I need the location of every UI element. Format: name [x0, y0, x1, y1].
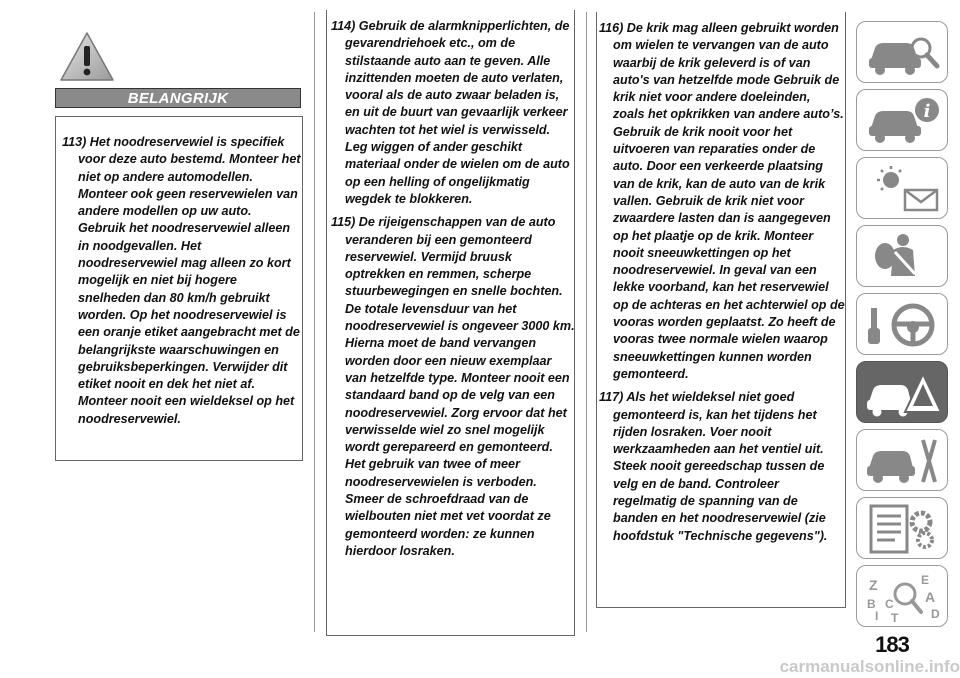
- warning-light-message-icon: [865, 164, 941, 214]
- car-info-icon: [865, 96, 941, 146]
- key-steering-wheel-icon: [865, 300, 941, 350]
- note-number: 115): [331, 215, 356, 230]
- index-letter: I: [875, 609, 879, 622]
- tab-safety[interactable]: [856, 225, 948, 287]
- watermark: carmanualsonline.info: [779, 657, 960, 676]
- car-tools-icon: [865, 436, 941, 486]
- column-divider: [586, 12, 587, 632]
- tab-technical-data[interactable]: [856, 497, 948, 559]
- note-117: [599, 389, 845, 545]
- warning-heading: BELANGRIJK: [55, 88, 301, 108]
- note-116: [599, 20, 845, 383]
- note-number: 114): [331, 19, 356, 33]
- svg-text:i: i: [923, 101, 931, 122]
- car-search-icon: [865, 28, 941, 78]
- index-letter: C: [885, 597, 894, 611]
- tab-emergency[interactable]: [856, 361, 948, 423]
- index-letter: D: [931, 607, 940, 621]
- checklist-gear-icon: [865, 504, 941, 554]
- tab-car-info[interactable]: [856, 89, 948, 151]
- note-number: 113): [62, 135, 87, 149]
- car-breakdown-warning-icon: [865, 368, 941, 418]
- note-text: Als het wieldeksel niet goed gemonteerd is, kan het tijdens het rijden losraken. Voer nooit werkzaamheden aan het ventiel uit. Steek nooit gereedschap tussen de velg en de band. Controleer regelmatig de spanning van de banden en het noodreservewiel (zie hoofdstuk "Technische gegevens").: [613, 390, 828, 543]
- note-114: [331, 18, 575, 208]
- index-letter: A: [925, 589, 936, 605]
- note-113: [60, 134, 302, 428]
- note-text: Gebruik de alarmknipperlichten, de gevarendriehoek etc., om de stilstaande auto aan te geven. Alle inzittenden moeten de auto verlaten, vooral als de auto zwaar beladen is, en uit de buurt van gevaarlijk verkeer wachten tot het wiel is verwisseld. Leg wiggen of ander geschikt materiaal onder de wielen om de auto op een helling of ongelijkmatig wegdek te blokkeren.: [345, 19, 570, 206]
- tab-index[interactable]: [856, 565, 948, 627]
- index-letter: Z: [869, 577, 878, 593]
- warning-triangle-icon: [58, 30, 116, 84]
- note-text: De rijeigenschappen van de auto veranderen bij een gemonteerd reservewiel. Vermijd bruusk optrekken en remmen, scherpe stuurbewegingen en snelle bochten. De totale levensduur van het noodreservewiel is ongeveer 3000 km. Hierna moet de band vervangen worden door een nieuw exemplaar van hetzelfde type. Monteer nooit een standaard band op de velg van een noodreservewiel. Zorg ervoor dat het verwisselde wiel zo snel mogelijk wordt gerepareerd en gemonteerd. Het gebruik van twee of meer noodreservewielen is verboden. Smeer de schroefdraad van de wielbouten niet met vet voordat ze gemonteerd worden: ze kunnen hierdoor losraken.: [345, 215, 575, 558]
- note-number: 116): [599, 21, 624, 35]
- alphabetical-index-icon: [865, 572, 941, 622]
- tab-maintenance[interactable]: [856, 429, 948, 491]
- tab-starting-driving[interactable]: [856, 293, 948, 355]
- warning-box-right: [596, 12, 846, 608]
- index-letter: E: [921, 573, 930, 587]
- tab-warning-lights[interactable]: [856, 157, 948, 219]
- warning-box-left: [55, 116, 303, 461]
- index-letter: T: [891, 611, 899, 622]
- airbag-seatbelt-icon: [865, 232, 941, 282]
- page-number: 183: [875, 632, 909, 657]
- note-text: De krik mag alleen gebruikt worden om wielen te vervangen van de auto waarbij de krik geleverd is of van auto's van hetzelfde mode Gebruik de krik niet voor andere doeleinden, zoals het opkrikken van andere auto’s. Gebruik de krik nooit voor het uitvoeren van reparaties onder de auto. Door een verkeerde plaatsing van de krik, kan de auto van de krik vallen. Gebruik de krik niet voor zwaardere lasten dan is aangegeven op het plaatje op de krik. Monteer nooit sneeuwkettingen op het noodreservewiel. In geval van een lekke voorband, kan het reservewiel op de achteras en het achterwiel op de vooras worden geplaatst. Zo heeft de vooras twee normale wielen waarop sneeuwkettingen kunnen worden gemonteerd.: [613, 21, 845, 381]
- note-text: Het noodreservewiel is specifiek voor deze auto bestemd. Monteer het niet op andere automodellen. Monteer ook geen reservewielen van andere modellen op uw auto. Gebruik het noodreservewiel alleen in noodgevallen. Het noodreservewiel mag alleen zo kort mogelijk en niet bij hogere snelheden dan 80 km/h gebruikt worden. Op het noodreservewiel is een oranje etiket aangebracht met de belangrijkste waarschuwingen en gebruiksbeperkingen. Verwijder dit etiket nooit en dek het niet af. Monteer nooit een wieldeksel op het noodreservewiel.: [78, 135, 301, 426]
- index-letter: B: [867, 597, 876, 611]
- column-divider: [314, 12, 315, 632]
- warning-box-middle: [326, 10, 575, 636]
- note-number: 117): [599, 390, 624, 405]
- tab-car-search[interactable]: [856, 21, 948, 83]
- note-115: [331, 214, 575, 560]
